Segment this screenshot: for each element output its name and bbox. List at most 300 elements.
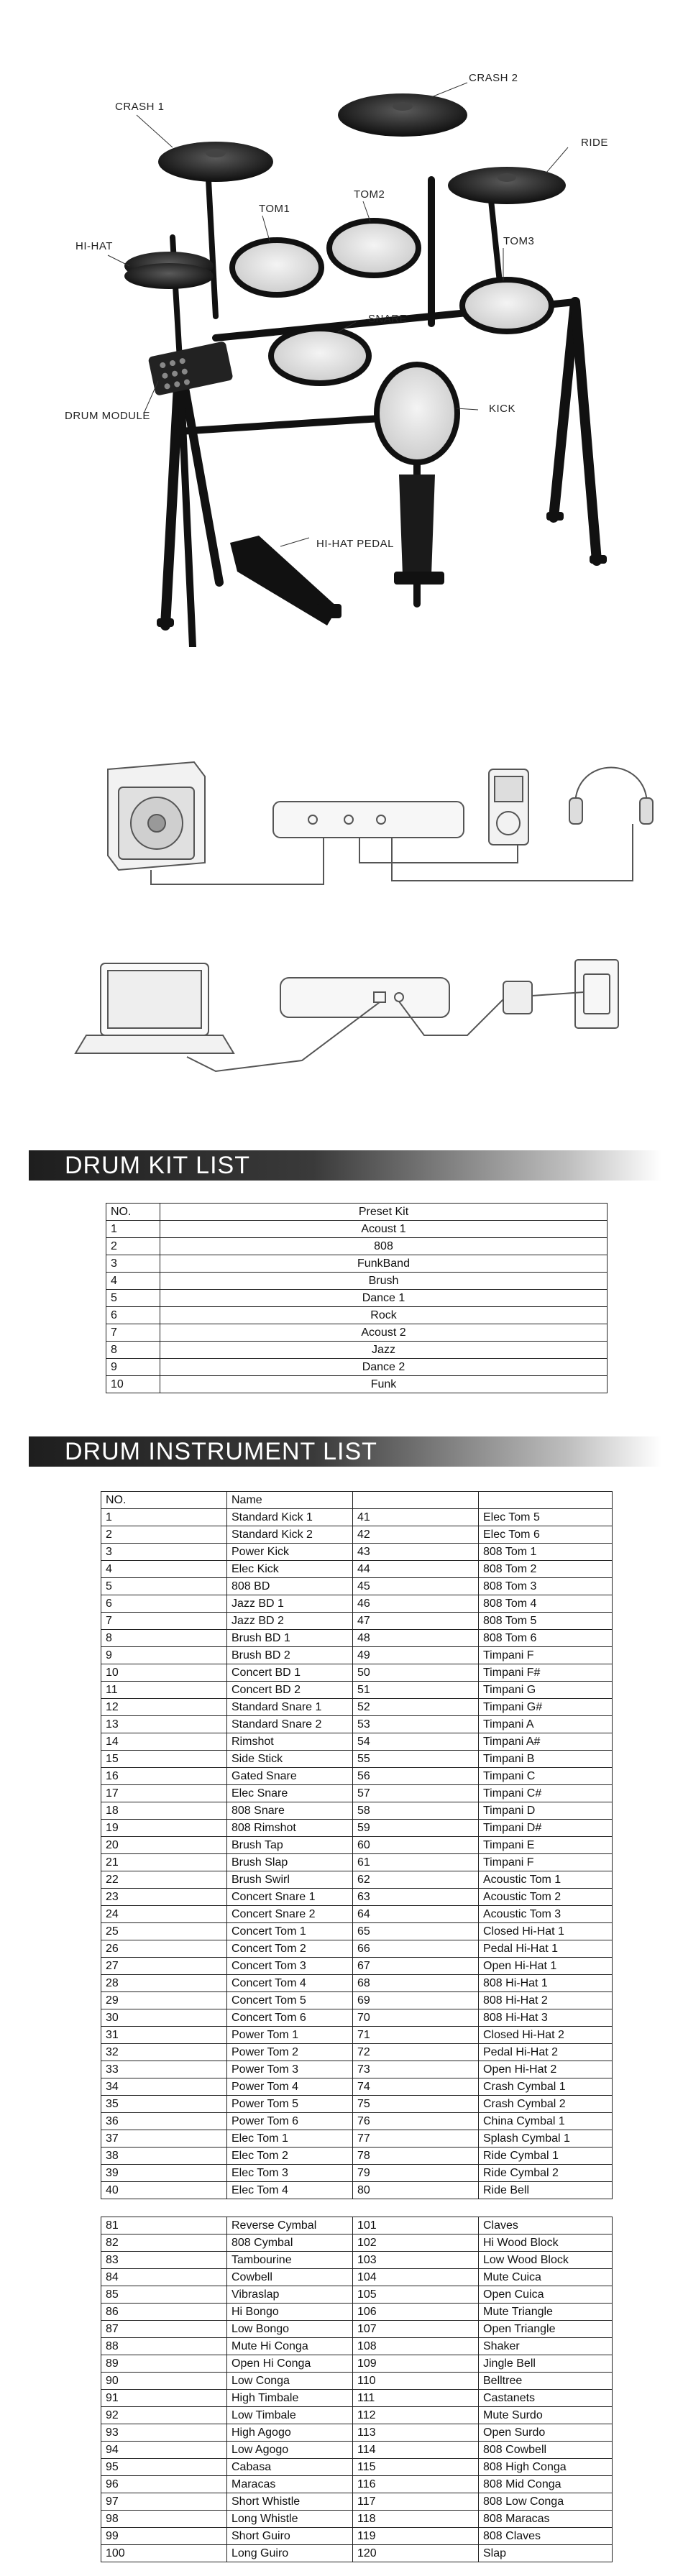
drum-module bbox=[148, 341, 234, 396]
table-row bbox=[106, 1359, 608, 1376]
table-cell: 24 bbox=[101, 1906, 227, 1923]
table-row bbox=[101, 2407, 613, 2424]
table-cell: 77 bbox=[353, 2130, 479, 2148]
table-cell: 83 bbox=[101, 2252, 227, 2269]
table-cell: 3 bbox=[106, 1255, 160, 1273]
table-cell: Hi Bongo bbox=[227, 2304, 353, 2321]
table-row bbox=[101, 1837, 613, 1854]
table-cell: 80 bbox=[353, 2182, 479, 2199]
table-row bbox=[101, 2286, 613, 2304]
table-cell: 65 bbox=[353, 1923, 479, 1940]
table-cell: 50 bbox=[353, 1664, 479, 1682]
table-cell: Dance 1 bbox=[160, 1290, 608, 1307]
table-row bbox=[101, 2061, 613, 2078]
table-cell: 117 bbox=[353, 2493, 479, 2511]
table-row bbox=[101, 1820, 613, 1837]
table-row bbox=[106, 1324, 608, 1342]
table-cell: Mute Hi Conga bbox=[227, 2338, 353, 2355]
table-cell: Low Wood Block bbox=[479, 2252, 613, 2269]
table-header-cell: NO. bbox=[106, 1204, 160, 1221]
laptop-icon bbox=[75, 963, 234, 1053]
table-cell: Ride Cymbal 2 bbox=[479, 2165, 613, 2182]
tom1-pad bbox=[232, 240, 321, 295]
table-cell: Brush Tap bbox=[227, 1837, 353, 1854]
table-cell: 108 bbox=[353, 2338, 479, 2355]
table-cell: 9 bbox=[106, 1359, 160, 1376]
table-cell: Timpani B bbox=[479, 1751, 613, 1768]
table-cell: Acoustic Tom 1 bbox=[479, 1871, 613, 1889]
table-cell: 5 bbox=[106, 1290, 160, 1307]
table-cell: 7 bbox=[101, 1613, 227, 1630]
table-row bbox=[101, 1682, 613, 1699]
table-cell: Cabasa bbox=[227, 2459, 353, 2476]
table-row bbox=[101, 1613, 613, 1630]
table-row bbox=[101, 2182, 613, 2199]
table-row bbox=[101, 1802, 613, 1820]
table-cell: 79 bbox=[353, 2165, 479, 2182]
table-cell: Long Guiro bbox=[227, 2545, 353, 2562]
table-cell: Vibraslap bbox=[227, 2286, 353, 2304]
table-cell: 12 bbox=[101, 1699, 227, 1716]
audio-connection-diagram bbox=[0, 726, 683, 906]
table-cell: 115 bbox=[353, 2459, 479, 2476]
table-cell: 113 bbox=[353, 2424, 479, 2442]
table-row bbox=[101, 2390, 613, 2407]
table-row bbox=[106, 1255, 608, 1273]
table-cell: Concert Tom 3 bbox=[227, 1958, 353, 1975]
table-cell: Timpani G bbox=[479, 1682, 613, 1699]
table-cell: 9 bbox=[101, 1647, 227, 1664]
label-hihat-pedal: HI-HAT PEDAL bbox=[316, 538, 394, 550]
table-cell: Power Kick bbox=[227, 1544, 353, 1561]
table-cell: 41 bbox=[353, 1509, 479, 1526]
table-cell: 76 bbox=[353, 2113, 479, 2130]
table-cell: 99 bbox=[101, 2528, 227, 2545]
table-row bbox=[101, 1940, 613, 1958]
label-tom1: TOM1 bbox=[259, 203, 290, 215]
table-cell: 44 bbox=[353, 1561, 479, 1578]
table-cell: Concert BD 2 bbox=[227, 1682, 353, 1699]
table-cell: Concert Tom 1 bbox=[227, 1923, 353, 1940]
label-kick: KICK bbox=[489, 403, 516, 415]
table-cell: 116 bbox=[353, 2476, 479, 2493]
table-cell: 808 Tom 4 bbox=[479, 1595, 613, 1613]
table-cell: Acoust 1 bbox=[160, 1221, 608, 1238]
table-row bbox=[101, 1664, 613, 1682]
table-row bbox=[101, 2269, 613, 2286]
table-cell: Crash Cymbal 1 bbox=[479, 2078, 613, 2096]
tom2-pad bbox=[329, 221, 418, 275]
hihat-cymbal bbox=[124, 252, 214, 289]
table-cell: 2 bbox=[101, 1526, 227, 1544]
table-row bbox=[101, 2027, 613, 2044]
table-row bbox=[106, 1273, 608, 1290]
table-cell: 91 bbox=[101, 2390, 227, 2407]
table-cell: Long Whistle bbox=[227, 2511, 353, 2528]
table-cell: 808 Tom 2 bbox=[479, 1561, 613, 1578]
table-cell: Standard Kick 1 bbox=[227, 1509, 353, 1526]
table-cell: Power Tom 4 bbox=[227, 2078, 353, 2096]
table-cell: 61 bbox=[353, 1854, 479, 1871]
table-cell: Ride Cymbal 1 bbox=[479, 2148, 613, 2165]
table-cell: Reverse Cymbal bbox=[227, 2217, 353, 2234]
table-cell: 1 bbox=[106, 1221, 160, 1238]
label-tom2: TOM2 bbox=[354, 188, 385, 201]
table-header-cell bbox=[479, 1492, 613, 1509]
ride-cymbal bbox=[448, 167, 566, 204]
table-row bbox=[106, 1376, 608, 1393]
table-row bbox=[101, 2511, 613, 2528]
table-cell: Short Whistle bbox=[227, 2493, 353, 2511]
table-cell: 20 bbox=[101, 1837, 227, 1854]
table-cell: Open Triangle bbox=[479, 2321, 613, 2338]
table-cell: 6 bbox=[106, 1307, 160, 1324]
table-cell: 49 bbox=[353, 1647, 479, 1664]
table-cell: 14 bbox=[101, 1733, 227, 1751]
module-side-icon bbox=[280, 978, 449, 1017]
table-cell: 4 bbox=[101, 1561, 227, 1578]
table-cell: 63 bbox=[353, 1889, 479, 1906]
table-row bbox=[101, 2113, 613, 2130]
table-cell: Timpani D# bbox=[479, 1820, 613, 1837]
table-cell: Timpani G# bbox=[479, 1699, 613, 1716]
table-cell: 4 bbox=[106, 1273, 160, 1290]
table-row bbox=[101, 1716, 613, 1733]
table-cell: 42 bbox=[353, 1526, 479, 1544]
table-cell: Elec Kick bbox=[227, 1561, 353, 1578]
drum-kit-illustration bbox=[0, 0, 683, 647]
table-cell: Timpani C# bbox=[479, 1785, 613, 1802]
table-cell: Rock bbox=[160, 1307, 608, 1324]
instrument-table-2 bbox=[101, 2217, 613, 2562]
table-cell: Open Hi Conga bbox=[227, 2355, 353, 2373]
table-cell: 808 Claves bbox=[479, 2528, 613, 2545]
table-cell: 98 bbox=[101, 2511, 227, 2528]
table-row bbox=[101, 2493, 613, 2511]
table-row bbox=[101, 1699, 613, 1716]
table-cell: 69 bbox=[353, 1992, 479, 2009]
table-cell: 808 BD bbox=[227, 1578, 353, 1595]
table-cell: High Timbale bbox=[227, 2390, 353, 2407]
table-cell: 112 bbox=[353, 2407, 479, 2424]
table-cell: 92 bbox=[101, 2407, 227, 2424]
table-cell: Standard Snare 2 bbox=[227, 1716, 353, 1733]
table-row bbox=[101, 1561, 613, 1578]
table-cell: 72 bbox=[353, 2044, 479, 2061]
table-cell: 54 bbox=[353, 1733, 479, 1751]
table-cell: 34 bbox=[101, 2078, 227, 2096]
table-cell: Mute Surdo bbox=[479, 2407, 613, 2424]
table-cell: 101 bbox=[353, 2217, 479, 2234]
table-row bbox=[101, 2252, 613, 2269]
table-cell: Concert Snare 1 bbox=[227, 1889, 353, 1906]
table-cell: 5 bbox=[101, 1578, 227, 1595]
table-cell: 808 Cymbal bbox=[227, 2234, 353, 2252]
table-cell: Timpani F bbox=[479, 1647, 613, 1664]
table-cell: Rimshot bbox=[227, 1733, 353, 1751]
table-cell: 85 bbox=[101, 2286, 227, 2304]
table-cell: 118 bbox=[353, 2511, 479, 2528]
table-cell: 43 bbox=[353, 1544, 479, 1561]
table-row bbox=[101, 2148, 613, 2165]
table-cell: 74 bbox=[353, 2078, 479, 2096]
table-cell: 808 Tom 1 bbox=[479, 1544, 613, 1561]
table-header-cell: NO. bbox=[101, 1492, 227, 1509]
table-cell: 33 bbox=[101, 2061, 227, 2078]
snare-pad bbox=[271, 329, 369, 383]
table-header-row bbox=[106, 1204, 608, 1221]
table-cell: 11 bbox=[101, 1682, 227, 1699]
table-row bbox=[101, 1526, 613, 1544]
table-cell: 58 bbox=[353, 1802, 479, 1820]
table-cell: 808 Tom 6 bbox=[479, 1630, 613, 1647]
table-cell: 70 bbox=[353, 2009, 479, 2027]
table-cell: 60 bbox=[353, 1837, 479, 1854]
table-cell: 808 Hi-Hat 3 bbox=[479, 2009, 613, 2027]
table-cell: 114 bbox=[353, 2442, 479, 2459]
table-cell: Belltree bbox=[479, 2373, 613, 2390]
table-cell: 81 bbox=[101, 2217, 227, 2234]
table-cell: Elec Tom 1 bbox=[227, 2130, 353, 2148]
table-row bbox=[101, 1544, 613, 1561]
table-header-cell: Preset Kit bbox=[160, 1204, 608, 1221]
table-cell: High Agogo bbox=[227, 2424, 353, 2442]
table-cell: Tambourine bbox=[227, 2252, 353, 2269]
module-rear-icon bbox=[273, 802, 464, 838]
table-cell: Open Hi-Hat 2 bbox=[479, 2061, 613, 2078]
table-cell: Open Cuica bbox=[479, 2286, 613, 2304]
table-cell: 22 bbox=[101, 1871, 227, 1889]
table-cell: 59 bbox=[353, 1820, 479, 1837]
table-cell: 53 bbox=[353, 1716, 479, 1733]
label-tom3: TOM3 bbox=[503, 235, 535, 247]
table-cell: 808 Hi-Hat 2 bbox=[479, 1992, 613, 2009]
table-row bbox=[101, 2442, 613, 2459]
kick-pad bbox=[377, 365, 457, 462]
table-cell: 28 bbox=[101, 1975, 227, 1992]
table-cell: 46 bbox=[353, 1595, 479, 1613]
table-row bbox=[101, 1906, 613, 1923]
table-cell: Short Guiro bbox=[227, 2528, 353, 2545]
table-cell: 38 bbox=[101, 2148, 227, 2165]
table-cell: 89 bbox=[101, 2355, 227, 2373]
table-cell: Elec Tom 3 bbox=[227, 2165, 353, 2182]
table-row bbox=[101, 1854, 613, 1871]
table-header-cell: Name bbox=[227, 1492, 353, 1509]
table-row bbox=[106, 1307, 608, 1324]
table-cell: Side Stick bbox=[227, 1751, 353, 1768]
table-cell: Acoustic Tom 2 bbox=[479, 1889, 613, 1906]
table-cell: 96 bbox=[101, 2476, 227, 2493]
table-cell: Acoust 2 bbox=[160, 1324, 608, 1342]
table-cell: Dance 2 bbox=[160, 1359, 608, 1376]
kick-pedal bbox=[394, 475, 444, 585]
table-cell: 808 Snare bbox=[227, 1802, 353, 1820]
table-row bbox=[101, 2476, 613, 2493]
table-cell: 73 bbox=[353, 2061, 479, 2078]
table-cell: Gated Snare bbox=[227, 1768, 353, 1785]
table-cell: Standard Kick 2 bbox=[227, 1526, 353, 1544]
table-cell: 29 bbox=[101, 1992, 227, 2009]
table-row bbox=[101, 2355, 613, 2373]
table-header-cell bbox=[353, 1492, 479, 1509]
table-row bbox=[101, 1733, 613, 1751]
table-cell: 808 Low Conga bbox=[479, 2493, 613, 2511]
table-cell: Concert Tom 2 bbox=[227, 1940, 353, 1958]
table-cell: 103 bbox=[353, 2252, 479, 2269]
table-cell: 109 bbox=[353, 2355, 479, 2373]
table-cell: Cowbell bbox=[227, 2269, 353, 2286]
table-cell: Timpani C bbox=[479, 1768, 613, 1785]
table-cell: Power Tom 1 bbox=[227, 2027, 353, 2044]
table-cell: Hi Wood Block bbox=[479, 2234, 613, 2252]
table-cell: 105 bbox=[353, 2286, 479, 2304]
table-row bbox=[101, 2165, 613, 2182]
table-cell: 26 bbox=[101, 1940, 227, 1958]
table-cell: 25 bbox=[101, 1923, 227, 1940]
power-adapter-icon bbox=[503, 981, 532, 1014]
table-cell: 32 bbox=[101, 2044, 227, 2061]
table-cell: Brush Slap bbox=[227, 1854, 353, 1871]
table-cell: 10 bbox=[101, 1664, 227, 1682]
drum-instrument-list-header: DRUM INSTRUMENT LIST bbox=[29, 1436, 661, 1467]
table-cell: 808 Hi-Hat 1 bbox=[479, 1975, 613, 1992]
table-cell: Concert Tom 4 bbox=[227, 1975, 353, 1992]
table-cell: Brush BD 2 bbox=[227, 1647, 353, 1664]
table-cell: 107 bbox=[353, 2321, 479, 2338]
table-cell: 86 bbox=[101, 2304, 227, 2321]
crash1-cymbal bbox=[158, 142, 273, 182]
table-cell: Low Conga bbox=[227, 2373, 353, 2390]
table-cell: 19 bbox=[101, 1820, 227, 1837]
table-cell: 35 bbox=[101, 2096, 227, 2113]
table-cell: Concert Tom 5 bbox=[227, 1992, 353, 2009]
table-cell: Timpani D bbox=[479, 1802, 613, 1820]
table-row bbox=[101, 1871, 613, 1889]
table-cell: Mute Triangle bbox=[479, 2304, 613, 2321]
table-cell: Shaker bbox=[479, 2338, 613, 2355]
table-cell: 55 bbox=[353, 1751, 479, 1768]
table-row bbox=[101, 1768, 613, 1785]
table-cell: 1 bbox=[101, 1509, 227, 1526]
table-row bbox=[101, 2424, 613, 2442]
table-cell: 57 bbox=[353, 1785, 479, 1802]
table-row bbox=[106, 1342, 608, 1359]
table-row bbox=[101, 2234, 613, 2252]
table-cell: Slap bbox=[479, 2545, 613, 2562]
table-cell: Acoustic Tom 3 bbox=[479, 1906, 613, 1923]
table-row bbox=[101, 1751, 613, 1768]
label-drum-module: DRUM MODULE bbox=[65, 410, 150, 422]
table-cell: 97 bbox=[101, 2493, 227, 2511]
table-cell: 102 bbox=[353, 2234, 479, 2252]
table-row bbox=[101, 2078, 613, 2096]
table-cell: Jazz BD 2 bbox=[227, 1613, 353, 1630]
table-cell: Timpani A# bbox=[479, 1733, 613, 1751]
table-cell: Power Tom 5 bbox=[227, 2096, 353, 2113]
table-cell: 93 bbox=[101, 2424, 227, 2442]
table-cell: 8 bbox=[106, 1342, 160, 1359]
table-cell: 48 bbox=[353, 1630, 479, 1647]
table-cell: Splash Cymbal 1 bbox=[479, 2130, 613, 2148]
table-cell: Closed Hi-Hat 1 bbox=[479, 1923, 613, 1940]
table-cell: Elec Tom 2 bbox=[227, 2148, 353, 2165]
table-cell: 7 bbox=[106, 1324, 160, 1342]
table-cell: FunkBand bbox=[160, 1255, 608, 1273]
table-cell: Elec Tom 4 bbox=[227, 2182, 353, 2199]
table-cell: 40 bbox=[101, 2182, 227, 2199]
table-cell: Funk bbox=[160, 1376, 608, 1393]
table-cell: 808 Tom 5 bbox=[479, 1613, 613, 1630]
table-cell: Brush bbox=[160, 1273, 608, 1290]
table-cell: 808 bbox=[160, 1238, 608, 1255]
table-cell: Claves bbox=[479, 2217, 613, 2234]
table-cell: Closed Hi-Hat 2 bbox=[479, 2027, 613, 2044]
table-row bbox=[106, 1238, 608, 1255]
table-cell: 8 bbox=[101, 1630, 227, 1647]
table-row bbox=[101, 1630, 613, 1647]
table-row bbox=[106, 1290, 608, 1307]
table-cell: 52 bbox=[353, 1699, 479, 1716]
table-row bbox=[101, 2009, 613, 2027]
table-cell: Concert Snare 2 bbox=[227, 1906, 353, 1923]
table-cell: Open Surdo bbox=[479, 2424, 613, 2442]
table-cell: 100 bbox=[101, 2545, 227, 2562]
table-cell: Pedal Hi-Hat 2 bbox=[479, 2044, 613, 2061]
label-hihat: HI-HAT bbox=[75, 240, 113, 252]
table-cell: 808 Cowbell bbox=[479, 2442, 613, 2459]
table-row bbox=[101, 1595, 613, 1613]
table-cell: Jingle Bell bbox=[479, 2355, 613, 2373]
table-cell: Elec Tom 6 bbox=[479, 1526, 613, 1544]
table-cell: Mute Cuica bbox=[479, 2269, 613, 2286]
amplifier-icon bbox=[108, 762, 205, 870]
label-crash1: CRASH 1 bbox=[115, 101, 165, 113]
table-cell: Maracas bbox=[227, 2476, 353, 2493]
table-row bbox=[101, 1975, 613, 1992]
table-cell: 6 bbox=[101, 1595, 227, 1613]
table-row bbox=[101, 2338, 613, 2355]
table-cell: 62 bbox=[353, 1871, 479, 1889]
table-row bbox=[101, 1992, 613, 2009]
table-cell: Timpani F bbox=[479, 1854, 613, 1871]
table-cell: China Cymbal 1 bbox=[479, 2113, 613, 2130]
table-cell: 808 Maracas bbox=[479, 2511, 613, 2528]
table-cell: 110 bbox=[353, 2373, 479, 2390]
table-row bbox=[101, 1958, 613, 1975]
drum-kit-list-header: DRUM KIT LIST bbox=[29, 1150, 661, 1181]
table-cell: 90 bbox=[101, 2373, 227, 2390]
table-cell: 36 bbox=[101, 2113, 227, 2130]
table-cell: 82 bbox=[101, 2234, 227, 2252]
table-cell: 87 bbox=[101, 2321, 227, 2338]
table-row bbox=[106, 1221, 608, 1238]
table-row bbox=[101, 2321, 613, 2338]
table-cell: 88 bbox=[101, 2338, 227, 2355]
table-cell: 10 bbox=[106, 1376, 160, 1393]
table-cell: 66 bbox=[353, 1940, 479, 1958]
table-cell: 94 bbox=[101, 2442, 227, 2459]
table-cell: 111 bbox=[353, 2390, 479, 2407]
table-cell: Low Bongo bbox=[227, 2321, 353, 2338]
table-cell: 47 bbox=[353, 1613, 479, 1630]
table-cell: 3 bbox=[101, 1544, 227, 1561]
table-cell: 808 Mid Conga bbox=[479, 2476, 613, 2493]
table-row bbox=[101, 2130, 613, 2148]
table-cell: 120 bbox=[353, 2545, 479, 2562]
table-cell: Timpani F# bbox=[479, 1664, 613, 1682]
table-cell: 75 bbox=[353, 2096, 479, 2113]
